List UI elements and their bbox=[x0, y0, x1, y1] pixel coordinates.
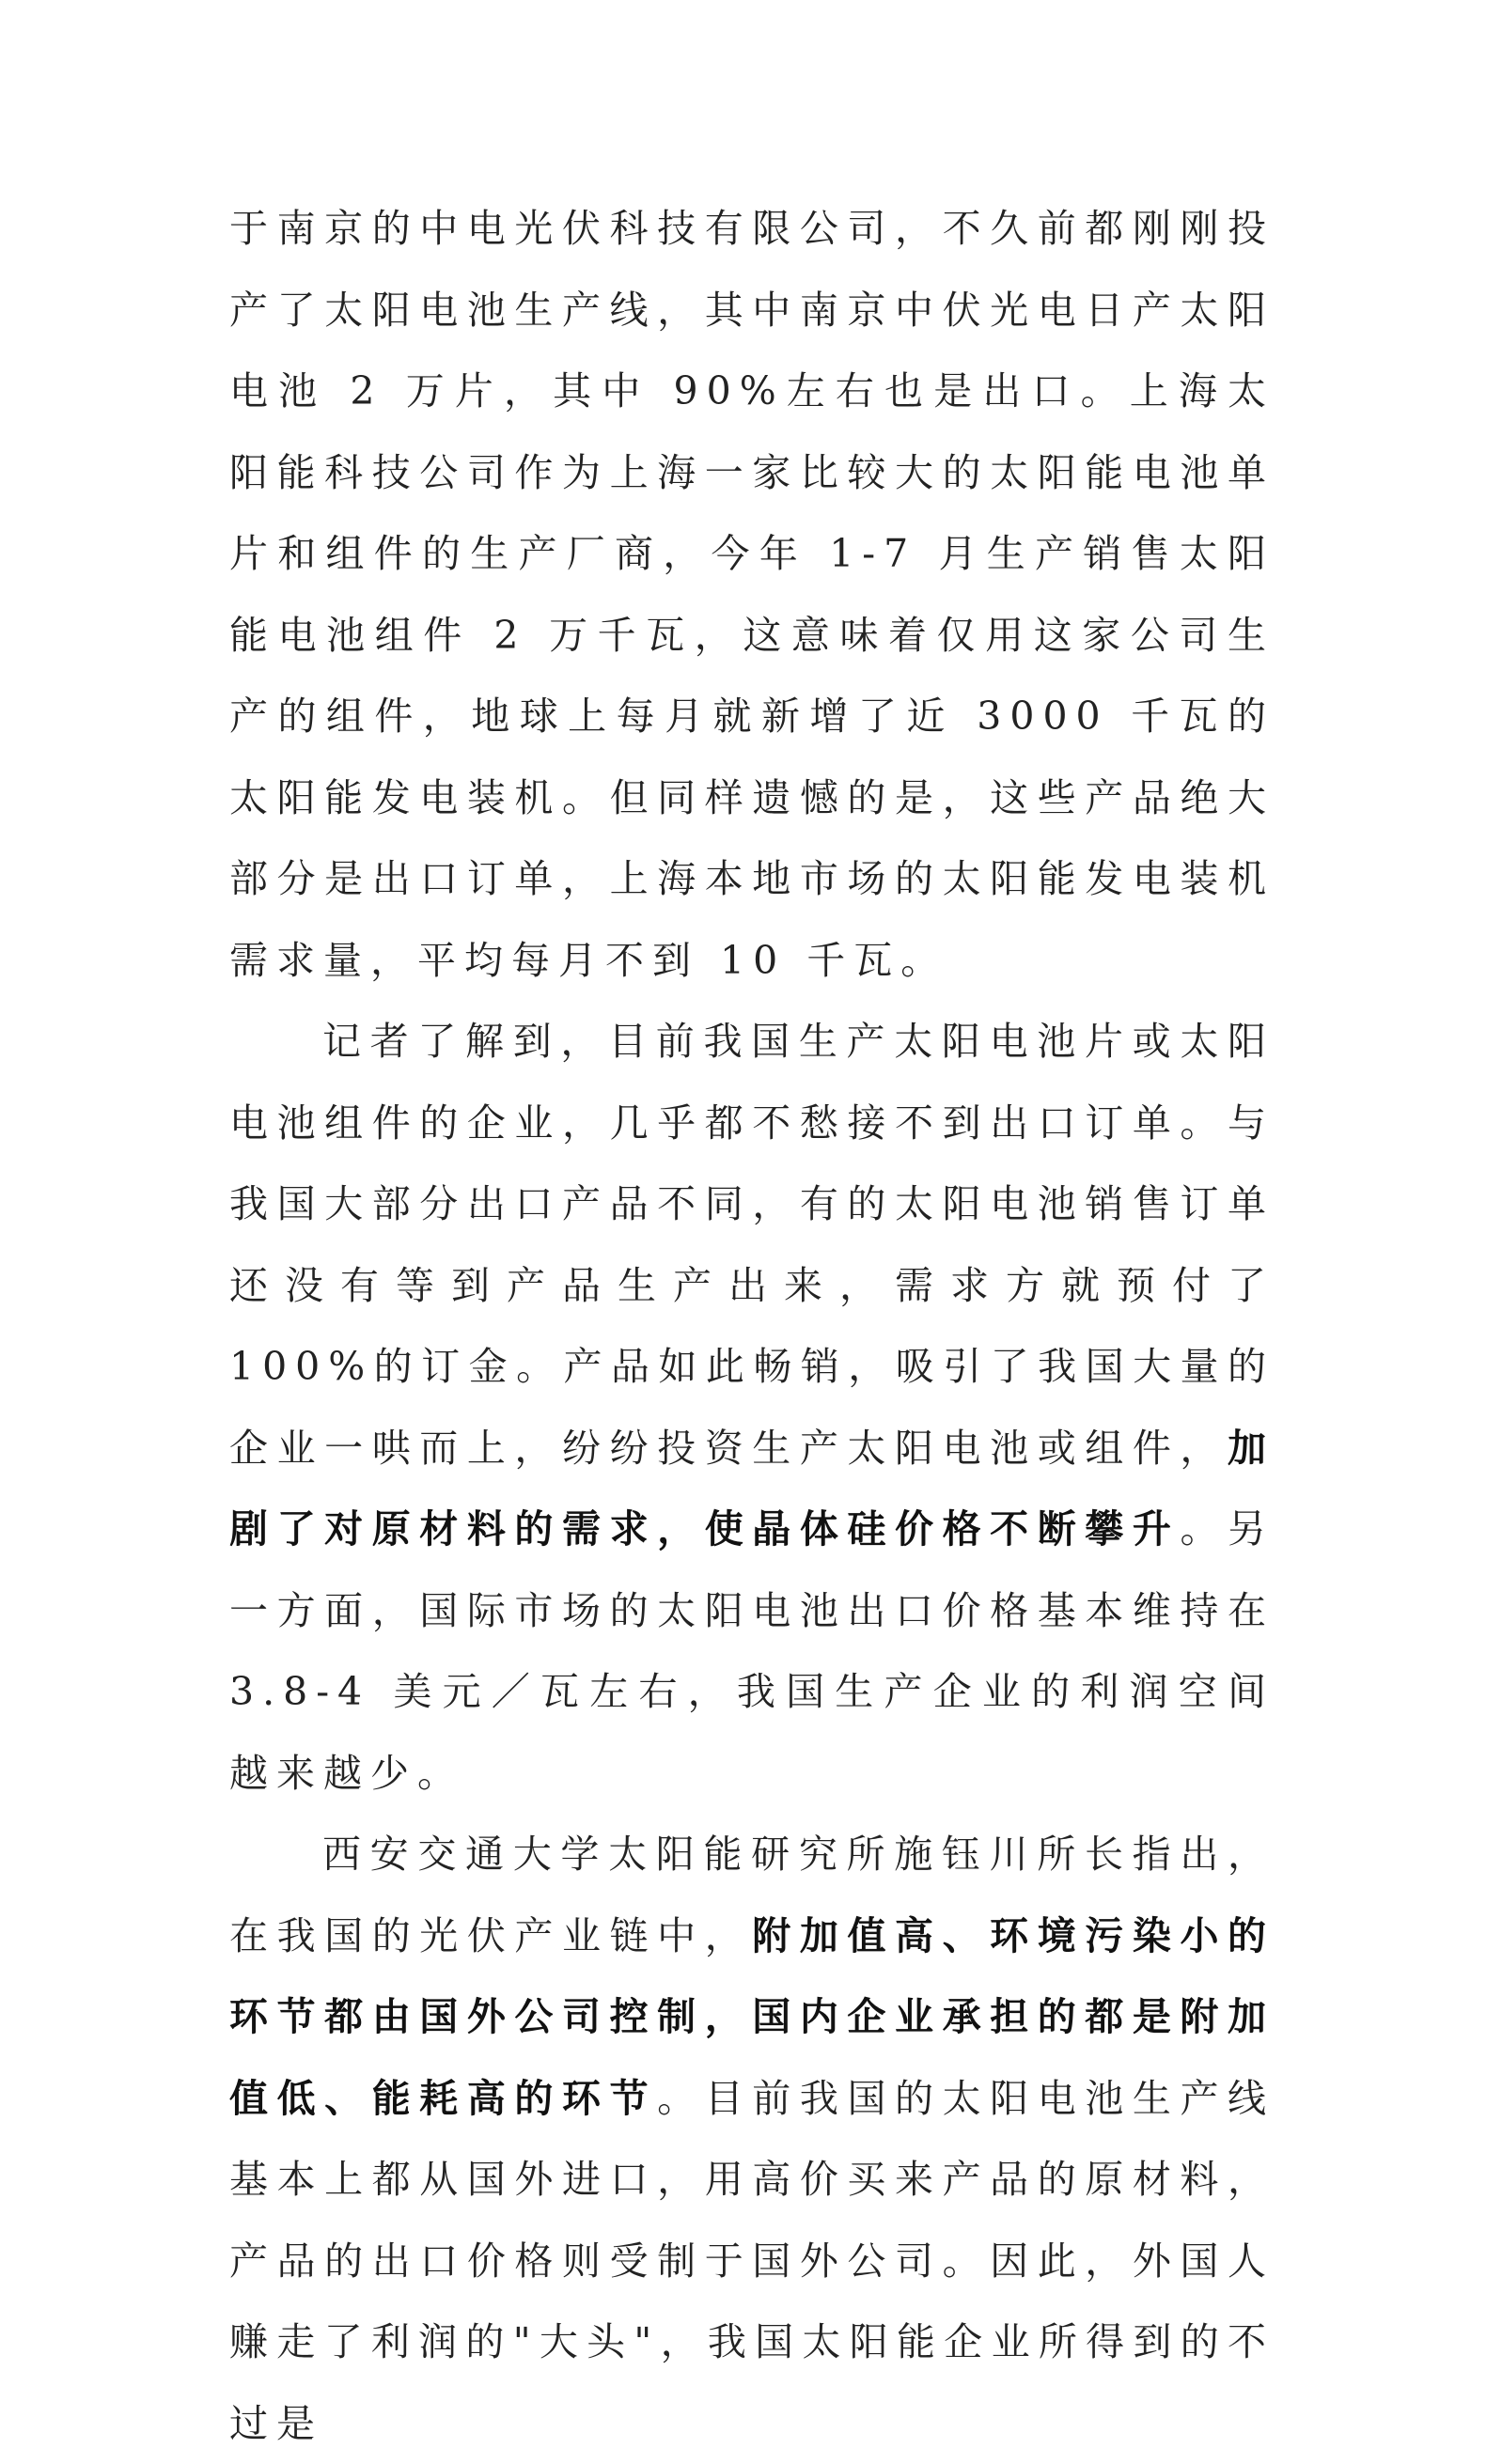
paragraph-1 bbox=[229, 188, 1275, 1001]
paragraph-2 bbox=[229, 1001, 1275, 1814]
text-segment: 记者了解到，目前我国生产太阳电池片或太阳电池组件的企业，几乎都不愁接不到出口订单。与我国大部分出口产品不同，有的太阳电池销售订单还没有等到产品生产出来，需求方就预付了 100%的订金。产品如此畅销，吸引了我国大量的企业一哄而上，纷纷投资生产太阳电池或组件， bbox=[229, 1019, 1275, 1471]
bold-text-segment: 附加值高、环境污染小的环节都由国外公司控制，国内企业承担的都是附加值低、能耗高的环节 bbox=[229, 1912, 1275, 2121]
text-segment: 。目前我国的太阳电池生产线基本上都从国外进口，用高价买来产品的原材料，产品的出口价格则受制于国外公司。因此，外国人赚走了利润的"大头"，我国太阳能企业所得到的不过是 bbox=[229, 2075, 1275, 2446]
text-segment: 于南京的中电光伏科技有限公司，不久前都刚刚投产了太阳电池生产线，其中南京中伏光电日产太阳电池 2 万片，其中 90%左右也是出口。上海太阳能科技公司作为上海一家比较大的太阳能电池单片和组件的生产厂商，今年 1-7 月生产销售太阳能电池组件 2 万千瓦，这意味着仅用这家公司生产的组件，地球上每月就新增了近 3000 千瓦的太阳能发电装机。但同样遗憾的是，这些产品绝大部分是出口订单，上海本地市场的太阳能发电装机需求量，平均每月不到 10 千瓦。 bbox=[229, 206, 1275, 983]
document-page bbox=[229, 188, 1275, 2464]
bold-text-segment: 加剧了对原材料的需求，使晶体硅价格不断攀升 bbox=[229, 1425, 1275, 1552]
text-segment: 。另一方面，国际市场的太阳电池出口价格基本维持在 3.8-4 美元／瓦左右，我国生产企业的利润空间越来越少。 bbox=[229, 1506, 1275, 1796]
paragraph-3 bbox=[229, 1814, 1275, 2464]
text-segment: 西安交通大学太阳能研究所施钰川所长指出，在我国的光伏产业链中， bbox=[229, 1832, 1275, 1958]
